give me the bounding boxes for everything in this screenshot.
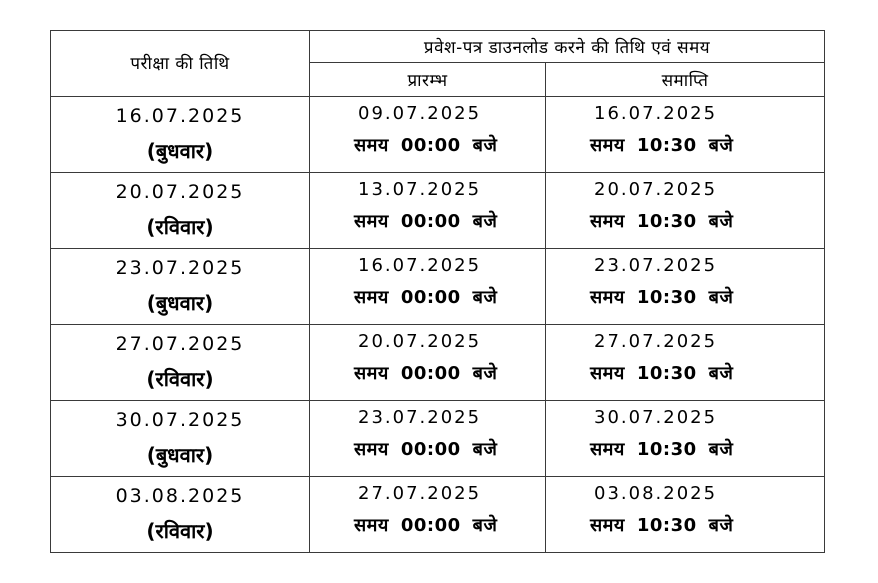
end-cell bbox=[546, 173, 825, 249]
exam-day: (बुधवार) bbox=[146, 443, 214, 467]
time-suffix: बजे bbox=[472, 439, 498, 460]
end-time bbox=[546, 285, 824, 309]
header-end: समाप्ति bbox=[546, 63, 825, 97]
end-time bbox=[546, 209, 824, 233]
time-value: 10:30 bbox=[636, 135, 697, 156]
time-value: 00:00 bbox=[400, 439, 461, 460]
end-date: 16.07.2025 bbox=[594, 103, 718, 124]
start-cell bbox=[310, 477, 546, 553]
time-suffix: बजे bbox=[708, 363, 734, 384]
table-row bbox=[51, 97, 825, 173]
time-label: समय bbox=[354, 439, 389, 460]
start-time bbox=[310, 437, 545, 461]
time-label: समय bbox=[590, 515, 625, 536]
time-label: समय bbox=[590, 211, 625, 232]
time-suffix: बजे bbox=[472, 363, 498, 384]
end-date: 03.08.2025 bbox=[594, 483, 718, 504]
end-time bbox=[546, 513, 824, 537]
time-value: 00:00 bbox=[400, 363, 461, 384]
end-date: 27.07.2025 bbox=[594, 331, 718, 352]
time-suffix: बजे bbox=[708, 287, 734, 308]
exam-date-cell bbox=[51, 249, 310, 325]
time-label: समय bbox=[354, 135, 389, 156]
time-suffix: बजे bbox=[708, 439, 734, 460]
table-row bbox=[51, 401, 825, 477]
time-suffix: बजे bbox=[708, 211, 734, 232]
start-date: 09.07.2025 bbox=[358, 103, 482, 124]
time-label: समय bbox=[590, 287, 625, 308]
exam-day: (बुधवार) bbox=[146, 139, 214, 163]
time-suffix: बजे bbox=[472, 287, 498, 308]
time-label: समय bbox=[590, 363, 625, 384]
start-cell bbox=[310, 325, 546, 401]
start-time bbox=[310, 133, 545, 157]
end-cell bbox=[546, 97, 825, 173]
exam-day: (बुधवार) bbox=[146, 291, 214, 315]
time-value: 10:30 bbox=[636, 363, 697, 384]
time-value: 00:00 bbox=[400, 287, 461, 308]
end-date: 30.07.2025 bbox=[594, 407, 718, 428]
time-value: 00:00 bbox=[400, 515, 461, 536]
start-date: 27.07.2025 bbox=[358, 483, 482, 504]
exam-date-cell bbox=[51, 173, 310, 249]
time-value: 10:30 bbox=[636, 211, 697, 232]
exam-date: 16.07.2025 bbox=[115, 105, 245, 127]
time-label: समय bbox=[354, 363, 389, 384]
exam-day: (रविवार) bbox=[146, 519, 214, 543]
header-exam-date: परीक्षा की तिथि bbox=[51, 31, 310, 97]
exam-date: 27.07.2025 bbox=[115, 333, 245, 355]
start-cell bbox=[310, 173, 546, 249]
time-value: 10:30 bbox=[636, 439, 697, 460]
end-cell bbox=[546, 401, 825, 477]
start-date: 16.07.2025 bbox=[358, 255, 482, 276]
header-start: प्रारम्भ bbox=[310, 63, 546, 97]
time-value: 00:00 bbox=[400, 211, 461, 232]
start-date: 13.07.2025 bbox=[358, 179, 482, 200]
header-download-window: प्रवेश-पत्र डाउनलोड करने की तिथि एवं समय bbox=[310, 31, 825, 63]
time-label: समय bbox=[590, 439, 625, 460]
end-cell bbox=[546, 249, 825, 325]
exam-date-cell bbox=[51, 401, 310, 477]
exam-day: (रविवार) bbox=[146, 367, 214, 391]
exam-date-cell bbox=[51, 325, 310, 401]
start-cell bbox=[310, 97, 546, 173]
time-label: समय bbox=[354, 211, 389, 232]
start-date: 20.07.2025 bbox=[358, 331, 482, 352]
table-row bbox=[51, 249, 825, 325]
table-row bbox=[51, 325, 825, 401]
start-time bbox=[310, 361, 545, 385]
time-suffix: बजे bbox=[472, 135, 498, 156]
time-suffix: बजे bbox=[708, 135, 734, 156]
time-label: समय bbox=[590, 135, 625, 156]
exam-date: 30.07.2025 bbox=[115, 409, 245, 431]
time-suffix: बजे bbox=[472, 515, 498, 536]
end-time bbox=[546, 361, 824, 385]
exam-date: 20.07.2025 bbox=[115, 181, 245, 203]
exam-date-cell bbox=[51, 97, 310, 173]
start-time bbox=[310, 513, 545, 537]
time-label: समय bbox=[354, 515, 389, 536]
time-label: समय bbox=[354, 287, 389, 308]
end-time bbox=[546, 133, 824, 157]
end-date: 20.07.2025 bbox=[594, 179, 718, 200]
start-time bbox=[310, 209, 545, 233]
end-cell bbox=[546, 477, 825, 553]
exam-date: 23.07.2025 bbox=[115, 257, 245, 279]
start-time bbox=[310, 285, 545, 309]
end-time bbox=[546, 437, 824, 461]
time-value: 00:00 bbox=[400, 135, 461, 156]
end-date: 23.07.2025 bbox=[594, 255, 718, 276]
header-row-top bbox=[51, 31, 825, 63]
exam-date: 03.08.2025 bbox=[115, 485, 245, 507]
start-cell bbox=[310, 249, 546, 325]
admit-card-schedule-table bbox=[50, 30, 825, 553]
time-value: 10:30 bbox=[636, 515, 697, 536]
time-suffix: बजे bbox=[708, 515, 734, 536]
start-cell bbox=[310, 401, 546, 477]
start-date: 23.07.2025 bbox=[358, 407, 482, 428]
end-cell bbox=[546, 325, 825, 401]
table-row bbox=[51, 477, 825, 553]
exam-day: (रविवार) bbox=[146, 215, 214, 239]
time-value: 10:30 bbox=[636, 287, 697, 308]
table-row bbox=[51, 173, 825, 249]
time-suffix: बजे bbox=[472, 211, 498, 232]
exam-date-cell bbox=[51, 477, 310, 553]
